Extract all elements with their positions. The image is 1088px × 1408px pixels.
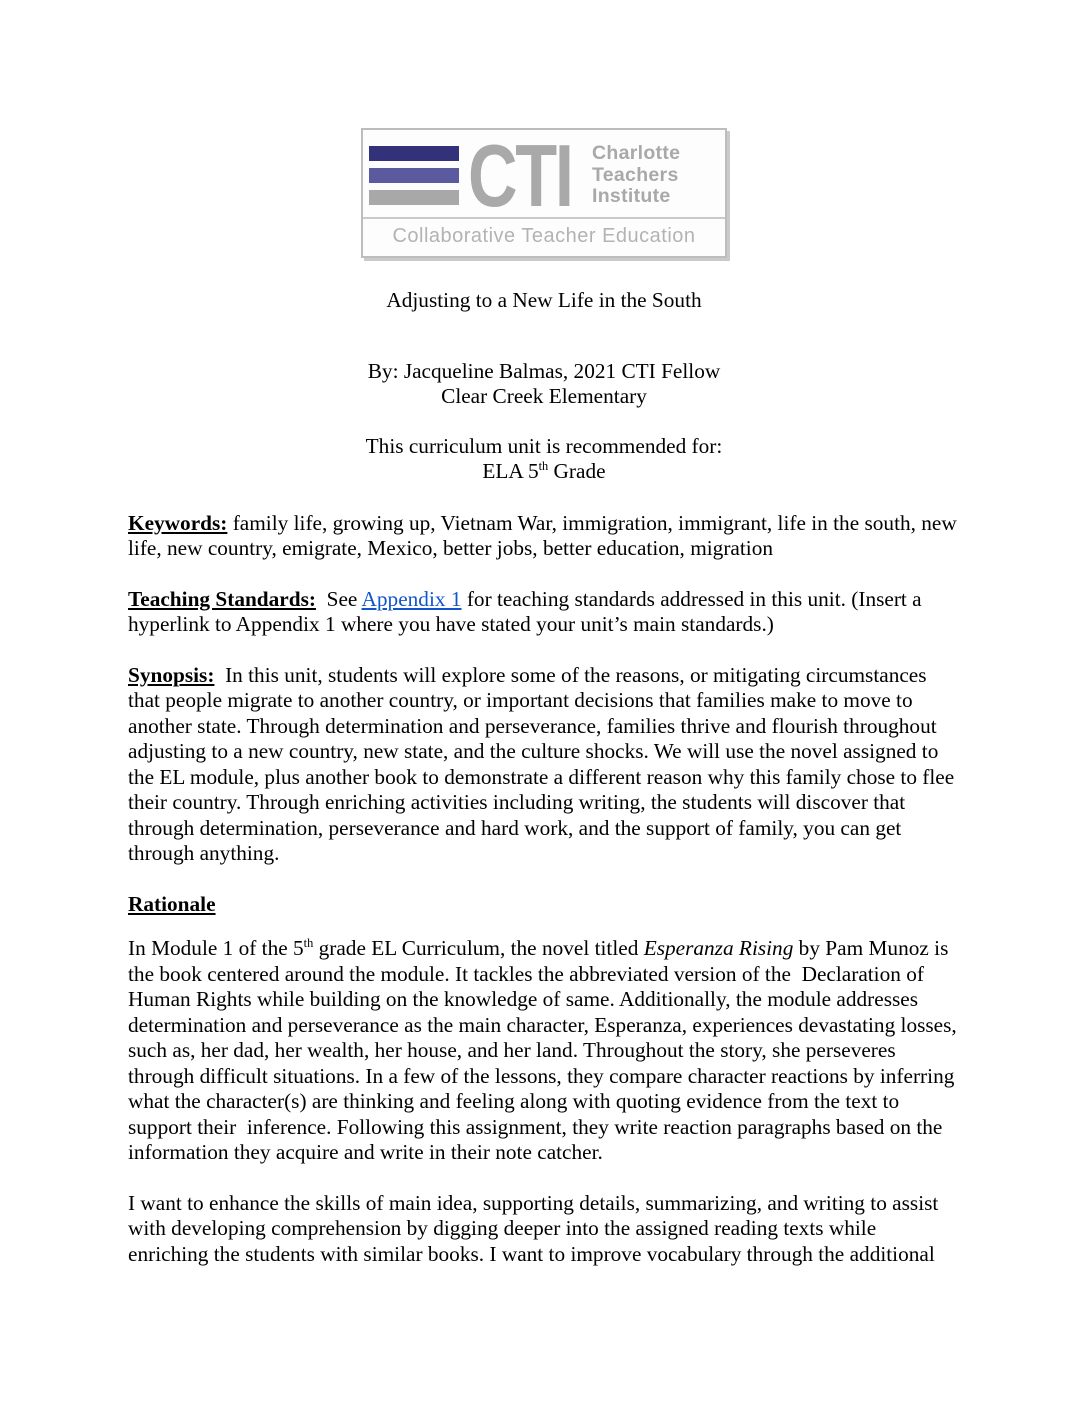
- byline-block: [128, 359, 960, 410]
- keywords-text: family life, growing up, Vietnam War, immigration, immigrant, life in the south, new life, new country, emigrate, Mexico, better jobs, better education, migration: [128, 510, 963, 560]
- rationale-p1-post: by Pam Munoz is the book centered around the module. It tackles the abbreviated version of the Declaration of Human Rights while building on the knowledge of same. Additionally, the module addresses determination and perseverance as the main character, Esperanza, experiences devastating losses, such as, her dad, her wealth, her house, and her land. Throughout the story, she perseveres through difficult situations. In a few of the lessons, they compare character reactions by inferring what the character(s) are thinking and feeling along with quoting evidence from the text to support their inference. Following this assignment, they write reaction paragraphs based on the information they acquire and write in their note catcher.: [128, 936, 963, 1164]
- appendix-1-link[interactable]: Appendix 1: [361, 586, 462, 611]
- author-school: Clear Creek Elementary: [441, 384, 647, 408]
- logo-acronym-wrap: [468, 126, 580, 225]
- logo-name-line-1: Charlotte: [592, 142, 681, 165]
- logo-stripe-purple: [369, 168, 459, 183]
- rationale-p1-superscript: th: [303, 935, 314, 950]
- logo-stripe-navy: [369, 146, 459, 161]
- page-title: Adjusting to a New Life in the South: [386, 288, 702, 312]
- recommended-grade: [128, 459, 960, 485]
- teaching-standards-post: for teaching standards addressed in this unit. (Insert a hyperlink to Appendix 1 where you have stated your unit’s main standards.): [128, 586, 927, 636]
- logo-stripes: [369, 146, 459, 205]
- grade-base: ELA 5: [482, 459, 539, 483]
- recommended-block: [128, 434, 960, 485]
- cti-logo: [361, 128, 727, 258]
- rationale-p1-pre: In Module 1 of the 5: [128, 936, 304, 960]
- synopsis-label: Synopsis:: [128, 662, 215, 687]
- rationale-paragraph-1: [128, 935, 963, 1166]
- synopsis-text: In this unit, students will explore some of the reasons, or mitigating circumstances that people migrate to another country, or important decisions that families make to move to another state. Through determination and perseverance, families thrive and flourish throughout adjusting to a new country, new state, and the culture shocks. We will use the novel assigned to the EL module, plus another book to demonstrate a different reason why this family chose to flee their country. Through enriching activities including writing, the students will discover that through determination, perseverance and hard work, and the support of family, you can get through anything.: [128, 662, 960, 865]
- keywords-paragraph: [128, 510, 963, 562]
- logo-acronym: CTI: [468, 126, 572, 225]
- teaching-standards-label: Teaching Standards:: [128, 586, 316, 611]
- logo-institute-name: [592, 143, 680, 208]
- logo-tagline: Collaborative Teacher Education: [363, 217, 725, 256]
- teaching-standards-pre: See: [315, 586, 362, 611]
- grade-rest: Grade: [548, 459, 606, 483]
- rationale-p1-mid: grade EL Curriculum, the novel titled: [313, 936, 644, 960]
- teaching-standards-paragraph: [128, 587, 960, 638]
- logo-name-line-2: Teachers: [592, 163, 679, 186]
- keywords-label: Keywords:: [128, 510, 228, 535]
- rationale-heading: [128, 892, 960, 918]
- author-byline: By: Jacqueline Balmas, 2021 CTI Fellow: [367, 358, 721, 383]
- rationale-paragraph-2: I want to enhance the skills of main idea, supporting details, summarizing, and writing to assist with developing comprehension by digging deeper into the assigned reading texts while enriching the students with similar books. I want to improve vocabulary through the additional: [128, 1190, 944, 1266]
- grade-superscript: th: [538, 458, 549, 473]
- logo-stripe-gray: [369, 190, 459, 205]
- logo-name-line-3: Institute: [592, 185, 671, 208]
- book-title-italic: Esperanza Rising: [643, 936, 794, 960]
- cti-logo-main: [363, 126, 725, 225]
- recommended-line: This curriculum unit is recommended for:: [365, 433, 723, 458]
- synopsis-paragraph: [128, 663, 960, 867]
- rationale-heading-label: Rationale: [128, 891, 216, 916]
- document-body: [0, 288, 1088, 1267]
